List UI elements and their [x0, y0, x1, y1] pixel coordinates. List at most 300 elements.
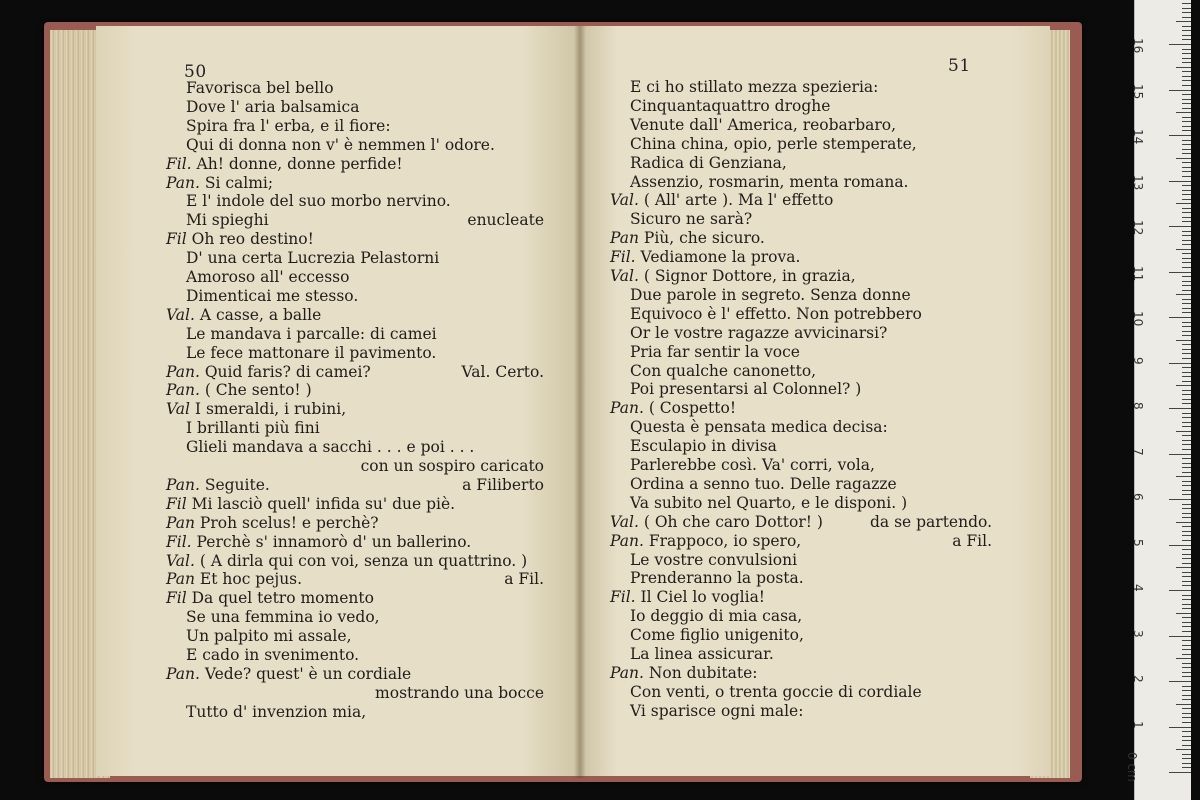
verse-text: Poi presentarsi al Colonnel? ) [630, 380, 862, 399]
ruler-tick [1182, 399, 1191, 400]
ruler-tick [1182, 604, 1191, 605]
speaker-label: Val. [610, 191, 639, 210]
ruler-tick [1182, 167, 1191, 168]
ruler-tick [1182, 217, 1191, 218]
verse-text: Cinquantaquattro droghe [630, 96, 831, 115]
ruler-number: 13 [1131, 174, 1145, 190]
text-line [186, 627, 352, 646]
text-line [610, 229, 765, 248]
ruler-tick [1169, 545, 1191, 546]
text-line [186, 117, 391, 136]
ruler-tick [1182, 276, 1191, 277]
speaker-label: Pan. [166, 173, 200, 192]
ruler-number: 9 [1131, 356, 1145, 365]
verse-text: Pria far sentir la voce [630, 342, 800, 361]
text-line [166, 665, 411, 684]
ruler-tick [1182, 322, 1191, 323]
ruler-tick [1182, 490, 1191, 491]
ruler-tick [1182, 767, 1191, 768]
verse-text: Ah! donne, donne perfide! [196, 154, 403, 173]
speaker-label: Pan [166, 513, 195, 532]
ruler-tick [1182, 94, 1191, 95]
stage-direction: Val. Certo. [461, 362, 544, 381]
speaker-label: Pan [610, 229, 639, 248]
text-line [630, 210, 752, 229]
verse-text: Tutto d' invenzion mia, [186, 702, 367, 721]
ruler-tick [1169, 681, 1191, 682]
ruler-tick [1182, 526, 1191, 527]
text-line [610, 513, 823, 532]
ruler-number: 4 [1131, 584, 1145, 592]
ruler-tick [1182, 258, 1191, 259]
ruler-tick [1176, 704, 1191, 705]
verse-text: Equivoco è l' effetto. Non potrebbero [630, 304, 922, 323]
speaker-label: Val. [166, 305, 195, 324]
verse-text: Mi spieghi [186, 211, 269, 230]
text-line [610, 267, 856, 286]
text-line [630, 286, 911, 305]
ruler-tick [1182, 717, 1191, 718]
ruler-tick [1182, 171, 1191, 172]
speaker-label: Val. [166, 551, 195, 570]
verse-text: Dove l' aria balsamica [186, 97, 360, 116]
text-line [166, 155, 403, 174]
text-line [630, 569, 804, 588]
ruler-tick [1182, 444, 1191, 445]
ruler-number: 14 [1131, 129, 1145, 145]
ruler-tick [1182, 731, 1191, 732]
ruler-number: 10 [1131, 311, 1145, 327]
text-line [630, 116, 896, 135]
ruler-tick [1182, 358, 1191, 359]
ruler-tick [1182, 722, 1191, 723]
ruler-tick [1182, 30, 1191, 31]
text-line [610, 248, 800, 267]
ruler-tick [1182, 422, 1191, 423]
ruler-tick [1182, 8, 1191, 9]
text-line [630, 362, 816, 381]
ruler-tick [1182, 754, 1191, 755]
verse-text: I smeraldi, i rubini, [194, 400, 347, 419]
ruler-tick [1182, 85, 1191, 86]
left-page [96, 26, 580, 776]
text-line [166, 495, 455, 514]
right-page [580, 26, 1050, 776]
ruler-tick [1169, 636, 1191, 637]
ruler-tick [1182, 485, 1191, 486]
ruler-tick [1182, 194, 1191, 195]
ruler-tick [1182, 394, 1191, 395]
verse-text: Oh reo destino! [191, 230, 314, 249]
ruler-tick [1182, 244, 1191, 245]
ruler-tick [1182, 303, 1191, 304]
stage-direction: a Filiberto [462, 475, 544, 494]
ruler-tick [1182, 535, 1191, 536]
ruler-tick [1182, 458, 1191, 459]
verse-text: Vede? quest' è un cordiale [204, 664, 412, 683]
verse-text: Sicuro ne sarà? [630, 210, 753, 229]
ruler-tick [1182, 331, 1191, 332]
text-line [186, 192, 451, 211]
ruler-tick [1182, 540, 1191, 541]
text-line [630, 154, 787, 173]
ruler-tick [1176, 567, 1191, 568]
speaker-label: Pan. [610, 663, 644, 682]
ruler-tick [1182, 494, 1191, 495]
verse-text: Le mandava i parcalle: di camei [186, 324, 437, 343]
text-line [630, 475, 897, 494]
verse-text: Non dubitate: [648, 663, 758, 682]
ruler-tick [1169, 727, 1191, 728]
verse-text: Spira fra l' erba, e il fiore: [186, 116, 391, 135]
text-line [186, 325, 437, 344]
ruler-tick [1176, 431, 1191, 432]
ruler-tick [1182, 504, 1191, 505]
text-line [186, 136, 495, 155]
verse-text: Mi lasciò quell' infida su' due piè. [191, 494, 456, 513]
verse-text: Un palpito mi assale, [186, 627, 352, 646]
ruler-tick [1176, 658, 1191, 659]
ruler-tick [1182, 190, 1191, 191]
text-line [630, 437, 777, 456]
verse-text: Qui di donna non v' è nemmen l' odore. [186, 135, 495, 154]
speaker-label: Val. [610, 512, 639, 531]
ruler-tick [1182, 763, 1191, 764]
verse-text: Va subito nel Quarto, e le disponi. ) [630, 493, 908, 512]
speaker-label: Pan. [610, 399, 644, 418]
text-line [166, 589, 374, 608]
ruler-tick [1182, 467, 1191, 468]
speaker-label: Fil [166, 494, 187, 513]
ruler-tick [1182, 76, 1191, 77]
ruler-tick [1182, 426, 1191, 427]
text-line [630, 135, 917, 154]
text-line [630, 97, 830, 116]
text-line [186, 608, 380, 627]
ruler-tick [1182, 622, 1191, 623]
ruler-tick [1182, 376, 1191, 377]
ruler-tick [1182, 121, 1191, 122]
ruler-tick [1182, 344, 1191, 345]
speaker-label: Fil. [166, 154, 192, 173]
ruler-tick [1182, 144, 1191, 145]
ruler-tick [1169, 272, 1191, 273]
speaker-label: Pan. [166, 381, 200, 400]
ruler-tick [1182, 62, 1191, 63]
ruler-tick [1182, 649, 1191, 650]
verse-text: D' una certa Lucrezia Pelastorni [186, 249, 440, 268]
ruler-tick [1182, 531, 1191, 532]
verse-text: Vi sparisce ogni male: [630, 701, 804, 720]
text-line [630, 645, 774, 664]
verse-text: Questa è pensata medica decisa: [630, 418, 888, 437]
ruler-tick [1182, 640, 1191, 641]
text-line [610, 399, 736, 418]
ruler-tick [1176, 294, 1191, 295]
verse-text: Come figlio unigenito, [630, 626, 804, 645]
ruler-tick [1176, 613, 1191, 614]
ruler-tick [1182, 58, 1191, 59]
verse-text: Esculapio in divisa [630, 437, 777, 456]
ruler-tick [1182, 208, 1191, 209]
text-line [630, 494, 907, 513]
ruler-tick [1182, 481, 1191, 482]
ruler-tick [1182, 149, 1191, 150]
ruler-tick [1182, 686, 1191, 687]
ruler-tick [1182, 517, 1191, 518]
verse-text: E cado in svenimento. [186, 646, 360, 664]
verse-text: Dimenticai me stesso. [186, 286, 359, 305]
ruler-tick [1182, 740, 1191, 741]
text-line [166, 230, 314, 249]
ruler-tick [1182, 736, 1191, 737]
text-line [186, 344, 436, 363]
text-line [630, 324, 887, 343]
ruler-tick [1182, 654, 1191, 655]
text-line [186, 79, 334, 98]
ruler-number: 1 [1131, 720, 1145, 729]
text-line [186, 646, 359, 665]
ruler-tick [1182, 713, 1191, 714]
ruler-tick [1182, 585, 1191, 586]
ruler-tick [1176, 249, 1191, 250]
ruler-tick [1182, 71, 1191, 72]
text-line [630, 607, 802, 626]
verse-text: Parlerebbe così. Va' corri, vola, [630, 456, 875, 474]
text-line [186, 438, 474, 457]
ruler-tick [1182, 381, 1191, 382]
speaker-label: Pan. [166, 475, 200, 494]
ruler-tick [1169, 499, 1191, 500]
ruler-tick [1182, 699, 1191, 700]
ruler-tick [1182, 599, 1191, 600]
verse-text: ( Che sento! ) [204, 381, 312, 400]
speaker-label: Fil. [166, 532, 192, 551]
ruler-tick [1182, 153, 1191, 154]
ruler-tick [1176, 476, 1191, 477]
ruler-tick [1182, 326, 1191, 327]
text-line [610, 664, 758, 683]
verse-text: Prenderanno la posta. [630, 569, 804, 588]
ruler-tick [1182, 126, 1191, 127]
ruler-tick [1182, 608, 1191, 609]
ruler-tick [1182, 690, 1191, 691]
ruler-tick [1182, 231, 1191, 232]
ruler-tick [1182, 49, 1191, 50]
speaker-label: Fil [166, 230, 187, 249]
ruler-tick [1176, 67, 1191, 68]
ruler-tick [1182, 3, 1191, 4]
verse-text: Si calmi; [204, 173, 274, 192]
ruler-number: 11 [1131, 265, 1145, 281]
ruler-tick [1176, 749, 1191, 750]
ruler-tick [1182, 290, 1191, 291]
ruler-tick [1182, 235, 1191, 236]
ruler-tick [1182, 449, 1191, 450]
text-line [630, 456, 875, 475]
verse-text: E l' indole del suo morbo nervino. [186, 192, 451, 211]
speaker-label: Fil. [610, 588, 636, 607]
ruler-number: 5 [1131, 538, 1145, 547]
ruler-tick [1169, 226, 1191, 227]
page-number-right: 51 [948, 56, 971, 76]
ruler-tick [1182, 372, 1191, 373]
ruler-tick [1176, 203, 1191, 204]
stage-direction: mostrando una bocce [375, 683, 544, 702]
verse-text: Le fece mattonare il pavimento. [186, 343, 437, 362]
ruler-unit-label: 0 cm [1125, 752, 1139, 782]
ruler-tick [1182, 403, 1191, 404]
text-line [186, 211, 269, 230]
ruler-number: 16 [1131, 38, 1145, 54]
speaker-label: Pan. [166, 362, 200, 381]
ruler-number: 12 [1131, 220, 1145, 236]
measuring-ruler [1125, 0, 1191, 800]
ruler-tick [1176, 522, 1191, 523]
ruler-tick [1182, 576, 1191, 577]
text-line [610, 588, 765, 607]
text-line [630, 418, 888, 437]
stage-direction: da se partendo. [869, 512, 992, 531]
ruler-tick [1182, 162, 1191, 163]
ruler-tick [1169, 590, 1191, 591]
ruler-tick [1182, 185, 1191, 186]
ruler-tick [1182, 80, 1191, 81]
text-line [166, 533, 471, 552]
verse-text: Io deggio di mia casa, [630, 607, 803, 626]
ruler-tick [1182, 663, 1191, 664]
text-line [186, 419, 320, 438]
ruler-tick [1182, 435, 1191, 436]
ruler-tick [1182, 12, 1191, 13]
verse-text: Or le vostre ragazze avvicinarsi? [630, 323, 888, 342]
ruler-number: 3 [1131, 629, 1145, 638]
text-line [166, 363, 371, 382]
ruler-tick [1176, 112, 1191, 113]
verse-text: Due parole in segreto. Senza donne [630, 285, 911, 304]
ruler-tick [1182, 626, 1191, 627]
verse-text: Assenzio, rosmarin, menta romana. [630, 172, 909, 191]
speaker-label: Fil [166, 589, 187, 608]
ruler-tick [1182, 563, 1191, 564]
ruler-tick [1169, 454, 1191, 455]
ruler-number: 8 [1131, 402, 1145, 410]
ruler-tick [1169, 772, 1191, 773]
ruler-number: 7 [1131, 447, 1145, 456]
ruler-tick [1182, 26, 1191, 27]
text-line [166, 476, 270, 495]
text-line [630, 343, 800, 362]
text-line [166, 174, 273, 193]
verse-text: Se una femmina io vedo, [186, 608, 380, 627]
verse-text: Proh scelus! e perchè? [199, 513, 379, 532]
speaker-label: Val. [610, 267, 639, 285]
stage-direction: a Fil. [952, 531, 992, 550]
verse-text: ( Cospetto! [648, 399, 737, 418]
ruler-tick [1182, 554, 1191, 555]
ruler-tick [1182, 221, 1191, 222]
text-line [630, 380, 861, 399]
ruler-tick [1182, 281, 1191, 282]
verse-text: ( Signor Dottore, in grazia, [643, 267, 856, 285]
ruler-tick [1182, 140, 1191, 141]
ruler-tick [1182, 472, 1191, 473]
verse-text: E ci ho stillato mezza spezieria: [630, 78, 879, 96]
ruler-tick [1182, 308, 1191, 309]
ruler-tick [1176, 158, 1191, 159]
ruler-tick [1182, 349, 1191, 350]
ruler-tick [1182, 672, 1191, 673]
verse-text: ( All' arte ). Ma l' effetto [643, 191, 834, 210]
ruler-tick [1182, 117, 1191, 118]
text-line [186, 249, 439, 268]
verse-text: Con qualche canonetto, [630, 361, 817, 380]
speaker-label: Pan [166, 570, 195, 589]
text-line [610, 191, 833, 210]
page-number-left: 50 [184, 62, 207, 82]
ruler-tick [1182, 513, 1191, 514]
ruler-tick [1182, 176, 1191, 177]
ruler-tick [1182, 199, 1191, 200]
ruler-tick [1182, 240, 1191, 241]
ruler-tick [1169, 317, 1191, 318]
ruler-tick [1182, 631, 1191, 632]
ruler-tick [1182, 463, 1191, 464]
ruler-tick [1182, 103, 1191, 104]
text-line [166, 381, 312, 400]
ruler-tick [1182, 581, 1191, 582]
text-line [166, 306, 321, 325]
verse-text: ( A dirla qui con voi, senza un quattrino. ) [199, 551, 528, 570]
speaker-label: Fil. [610, 248, 636, 267]
ruler-number: 15 [1131, 83, 1145, 99]
ruler-tick [1169, 363, 1191, 364]
verse-text: Perchè s' innamorò d' un ballerino. [196, 532, 472, 551]
text-line [186, 98, 359, 117]
text-line [630, 626, 804, 645]
ruler-tick [1182, 367, 1191, 368]
stage-direction: enucleate [467, 211, 544, 230]
ruler-tick [1182, 353, 1191, 354]
ruler-tick [1182, 312, 1191, 313]
ruler-tick [1176, 21, 1191, 22]
speaker-label: Val [166, 400, 190, 419]
text-line [610, 532, 801, 551]
verse-text: Favorisca bel bello [186, 79, 334, 97]
ruler-tick [1182, 262, 1191, 263]
text-line [630, 683, 922, 702]
verse-text: Venute dall' America, reobarbaro, [630, 115, 897, 134]
stage-direction: a Fil. [504, 570, 544, 589]
verse-text: Ordina a senno tuo. Delle ragazze [630, 474, 897, 493]
ruler-tick [1182, 267, 1191, 268]
verse-text: ( Oh che caro Dottor! ) [643, 512, 823, 531]
verse-text: Seguite. [204, 475, 270, 494]
ruler-tick [1182, 39, 1191, 40]
text-line [166, 514, 379, 533]
verse-text: La linea assicurar. [630, 645, 774, 663]
ruler-tick [1182, 99, 1191, 100]
verse-text: China china, opio, perle stemperate, [630, 134, 917, 153]
ruler-tick [1182, 508, 1191, 509]
verse-text: Quid faris? di camei? [204, 362, 371, 381]
ruler-tick [1182, 299, 1191, 300]
speaker-label: Pan. [610, 531, 644, 550]
verse-text: Et hoc pejus. [199, 570, 303, 589]
ruler-tick [1182, 212, 1191, 213]
ruler-tick [1182, 549, 1191, 550]
ruler-tick [1169, 44, 1191, 45]
